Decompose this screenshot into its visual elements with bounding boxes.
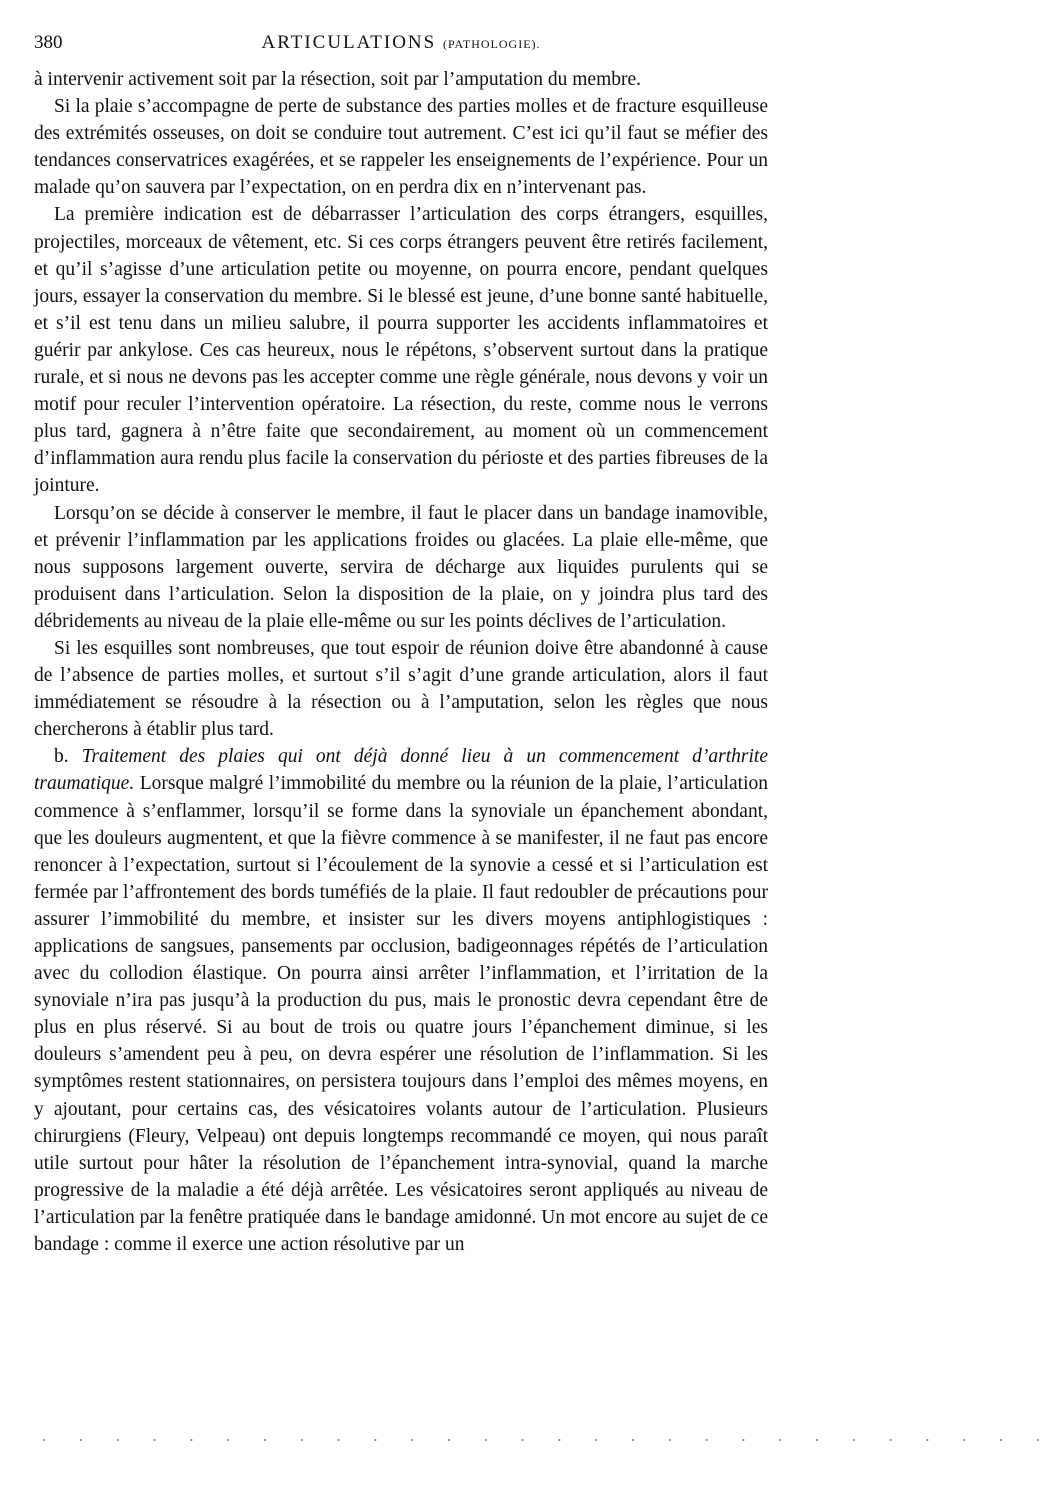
running-title (94, 32, 768, 55)
section-heading-italic: Traitement des plaies qui ont déjà donné lieu à un commencement d’arthrite traumatique. (34, 746, 768, 795)
section-body: Lorsque malgré l’immobilité du membre ou la réunion de la plaie, l’articulation commence à s’enflammer, lorsqu’il se forme dans la synoviale un épanchement abondant, que les douleurs augmentent, et que la fièvre commence à se manifester, il ne faut pas encore renoncer à l’expectation, surtout si l’écoulement de la synovie a cessé et si l’articulation est fermée par l’affrontement des bords tuméfiés de la plaie. Il faut redoubler de précautions pour assurer l’immobilité du membre, et insister sur les divers moyens antiphlogistiques : applications de sangsues, pansements par occlusion, badigeonnages répétés de l’articulation avec du collodion élastique. On pourra ainsi arrêter l’inflammation, et l’irritation de la synoviale n’ira pas jusqu’à la production du pus, mais le pronostic devra cependant être de plus en plus réservé. Si au bout de trois ou quatre jours l’épanchement diminue, si les douleurs s’amendent peu à peu, on devra espérer une résolution de l’inflammation. Si les symptômes restent stationnaires, on persistera toujours dans l’emploi des mêmes moyens, en y ajoutant, pour certains cas, des vésicatoires volants autour de l’articulation. Plusieurs chirurgiens (Fleury, Velpeau) ont depuis longtemps recommandé ce moyen, qui nous paraît utile surtout pour hâter la résolution de l’épanchement intra-synovial, quand la marche progressive de la maladie a été déjà arrêtée. Les vésicatoires seront appliqués au niveau de l’articulation par la fenêtre pratiquée dans le bandage amidonné. Un mot encore au sujet de ce bandage : comme il exerce une action résolutive par un (34, 773, 769, 1256)
section-letter: b. (54, 746, 69, 768)
running-title-main: ARTICULATIONS (261, 32, 437, 53)
paragraph-plaie-perte-substance: Si la plaie s’accompagne de perte de substance des parties molles et de fracture esquilleuse des extrémités osseuses, on doit se conduire tout autrement. C’est ici qu’il faut se méfier des tendances conservatrices exagérées, et se rappeler les enseignements de l’expérience. Pour un malade qu’on sauvera par l’expectation, on en perdra dix en n’intervenant pas. (34, 96, 768, 199)
book-page (34, 32, 768, 1258)
paragraph-traitement-arthrite (34, 743, 768, 1258)
running-title-subtitle: (PATHOLOGIE). (442, 37, 541, 51)
body-text (34, 66, 768, 1258)
paragraph-conserver-membre: Lorsqu’on se décide à conserver le membre, il faut le placer dans un bandage inamovible, et prévenir l’inflammation par les applications froides ou glacées. La plaie elle-même, que nous supposons largement ouverte, servira de décharge aux liquides purulents qui se produisent dans l’articulation. Selon la disposition de la plaie, on y joindra plus tard des débridements au niveau de la plaie elle-même ou sur les points déclives de l’articulation. (34, 502, 768, 632)
page-number: 380 (34, 32, 63, 53)
paragraph-continuation: à intervenir activement soit par la résection, soit par l’amputation du membre. (34, 69, 642, 90)
paragraph-premiere-indication: La première indication est de débarrasser l’articulation des corps étrangers, esquilles, projectiles, morceaux de vêtement, etc. Si ces corps étrangers peuvent être retirés facilement, et qu’il s’agisse d’une articulation petite ou moyenne, on pourra encore, pendant quelques jours, essayer la conservation du membre. Si le blessé est jeune, d’une bonne santé habituelle, et s’il est tenu dans un milieu salubre, il pourra supporter les accidents inflammatoires et guérir par ankylose. Ces cas heureux, nous le répétons, s’observent surtout dans la pratique rurale, et si nous ne devons pas les accepter comme une règle générale, nous devons y voir un motif pour reculer l’intervention opératoire. La résection, du reste, comme nous le verrons plus tard, gagnera à n’être faite que secondairement, au moment où un commencement d’inflammation aura rendu plus facile la conservation du périoste et des parties fibreuses de la jointure. (34, 204, 768, 497)
paragraph-esquilles-nombreuses: Si les esquilles sont nombreuses, que tout espoir de réunion doive être abandonné à cause de l’absence de parties molles, et surtout s’il s’agit d’une grande articulation, alors il faut immédiatement se résoudre à la résection ou à l’amputation, selon les règles que nous chercherons à établir plus tard. (34, 637, 768, 741)
page-bottom-specks: . . . . . . . . . . . . . . . . . . . . . . . . . . . . (40, 1430, 1052, 1446)
page-header (34, 32, 768, 66)
